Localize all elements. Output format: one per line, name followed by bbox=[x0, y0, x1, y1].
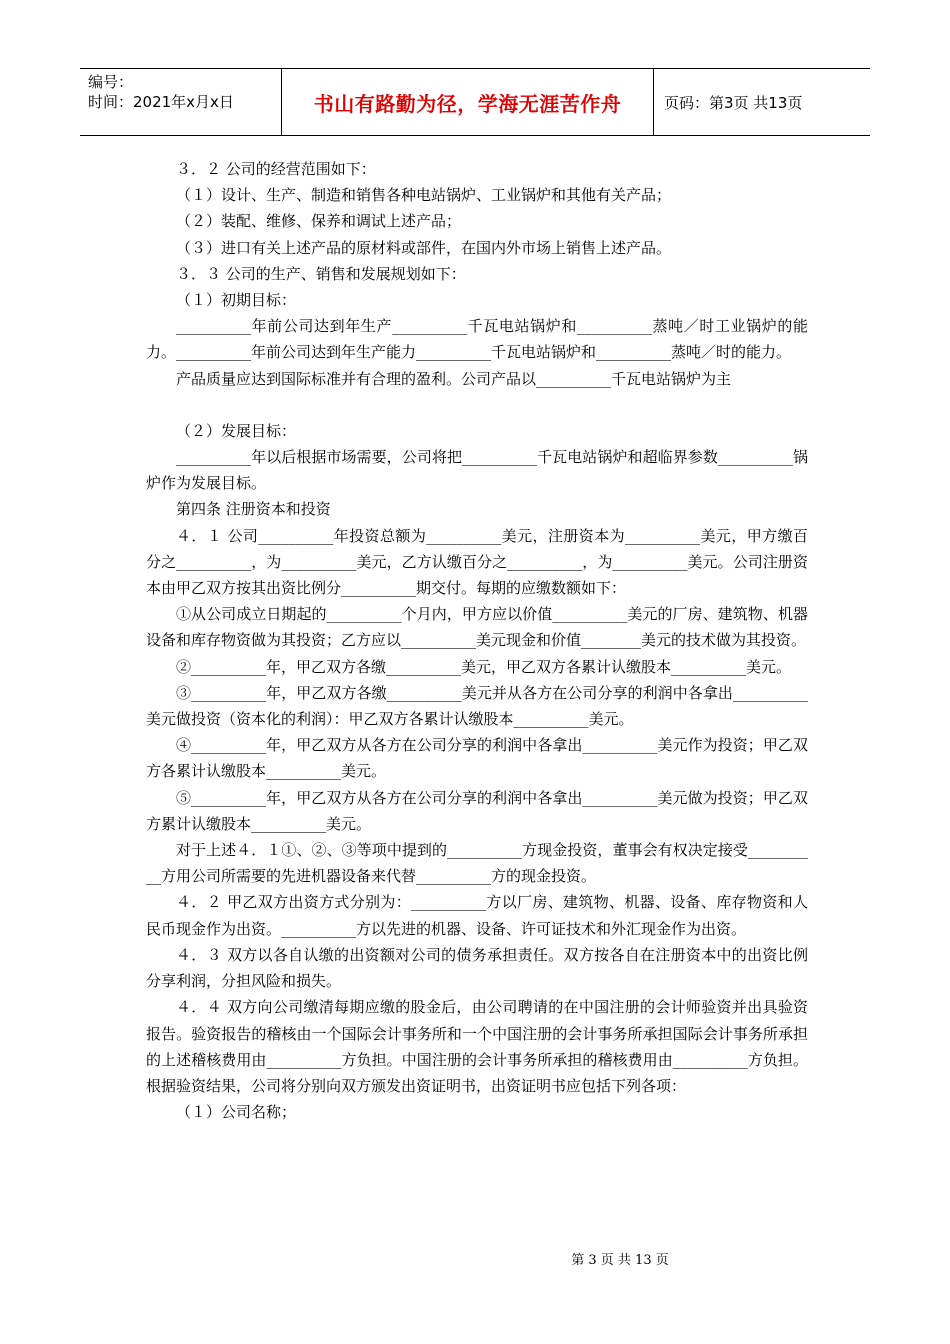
initial-goal-text: __________年前公司达到年生产__________千瓦电站锅炉和__________蒸吨／时工业锅炉的能力。__________年前公司达到年生产能力__________千瓦电站锅炉和__________蒸吨／时的能力。 bbox=[146, 317, 808, 362]
installment-4: ④__________年，甲乙双方从各方在公司分享的利润中各拿出__________美元作为投资；甲乙双方各累计认缴股本__________美元。 bbox=[146, 736, 808, 781]
scope-item-3: （３）进口有关上述产品的原材料或部件，在国内外市场上销售上述产品。 bbox=[176, 238, 672, 257]
quality-text: 产品质量应达到国际标准并有合理的盈利。公司产品以__________千瓦电站锅炉为主 bbox=[176, 369, 732, 388]
clause-3-3: ３．３ 公司的生产、销售和发展规划如下： bbox=[176, 264, 466, 283]
cash-substitution-text: 对于上述４．１①、②、③等项中提到的__________方现金投资，董事会有权决定接受__________方用公司所需要的先进机器设备来代替__________方的现金投资。 bbox=[146, 841, 808, 886]
installment-1: ①从公司成立日期起的__________个月内，甲方应以价值__________美元的厂房、建筑物、机器设备和库存物资做为其投资；乙方应以__________美元现金和价值________美元的技术做为其投资。 bbox=[146, 605, 808, 650]
page-header bbox=[80, 68, 870, 136]
development-goal-heading: （２）发展目标： bbox=[176, 421, 297, 440]
clause-4-1: ４．１ 公司__________年投资总额为__________美元，注册资本为__________美元，甲方缴百分之__________，为__________美元，乙方认缴百分之__________，为__________美元。公司注册资本由甲乙双方按其出资比例分__________期交付。每期的应缴数额如下： bbox=[146, 526, 808, 598]
clause-4-4: ４．４ 双方向公司缴清每期应缴的股金后，由公司聘请的在中国注册的会计师验资并出具验资报告。验资报告的稽核由一个国际会计事务所和一个中国注册的会计事务所承担国际会计事务所承担的上述稽核费用由__________方负担。中国注册的会计事务所承担的稽核费用由__________方负担。根据验资结果，公司将分别向双方颁发出资证明书，出资证明书应包括下列各项： bbox=[146, 998, 808, 1095]
document-date: 时间：2021年x月x日 bbox=[88, 93, 234, 111]
installment-5: ⑤__________年，甲乙双方从各方在公司分享的利润中各拿出__________美元做为投资；甲乙双方累计认缴股本__________美元。 bbox=[146, 788, 808, 833]
initial-goal-heading: （１）初期目标： bbox=[176, 291, 297, 310]
header-motto: 书山有路勤为径，学海无涯苦作舟 bbox=[282, 69, 654, 135]
scope-item-1: （１）设计、生产、制造和销售各种电站锅炉、工业锅炉和其他有关产品； bbox=[176, 186, 672, 205]
installment-2: ②__________年，甲乙双方各缴__________美元，甲乙双方各累计认缴股本__________美元。 bbox=[176, 657, 792, 676]
clause-3-2: ３．２ 公司的经营范围如下： bbox=[176, 160, 376, 178]
scope-item-2: （２）装配、维修、保养和调试上述产品； bbox=[176, 212, 462, 231]
certificate-item-1: （１）公司名称； bbox=[176, 1103, 297, 1122]
header-page-info: 页码：第3页 共13页 bbox=[664, 93, 803, 112]
installment-3: ③__________年，甲乙双方各缴__________美元并从各方在公司分享的利润中各拿出__________美元做投资（资本化的利润）：甲乙双方各累计认缴股本__________美元。 bbox=[146, 683, 808, 729]
page-footer: 第 3 页 共 13 页 bbox=[571, 1253, 669, 1268]
development-goal-text: __________年以后根据市场需要，公司将把__________千瓦电站锅炉和超临界参数__________锅炉作为发展目标。 bbox=[146, 448, 808, 493]
article-4-title: 第四条 注册资本和投资 bbox=[176, 500, 331, 519]
document-code: 编号： bbox=[88, 73, 134, 91]
clause-4-3: ４．３ 双方以各自认缴的出资额对公司的债务承担责任。双方按各自在注册资本中的出资比例分享利润，分担风险和损失。 bbox=[146, 945, 808, 991]
blank-line bbox=[146, 392, 808, 418]
document-body bbox=[146, 156, 808, 1125]
header-meta bbox=[80, 69, 282, 135]
clause-4-2: ４．２ 甲乙双方出资方式分别为：__________方以厂房、建筑物、机器、设备、库存物资和人民币现金作为出资。__________方以先进的机器、设备、许可证技术和外汇现金作为出资。 bbox=[146, 893, 808, 938]
